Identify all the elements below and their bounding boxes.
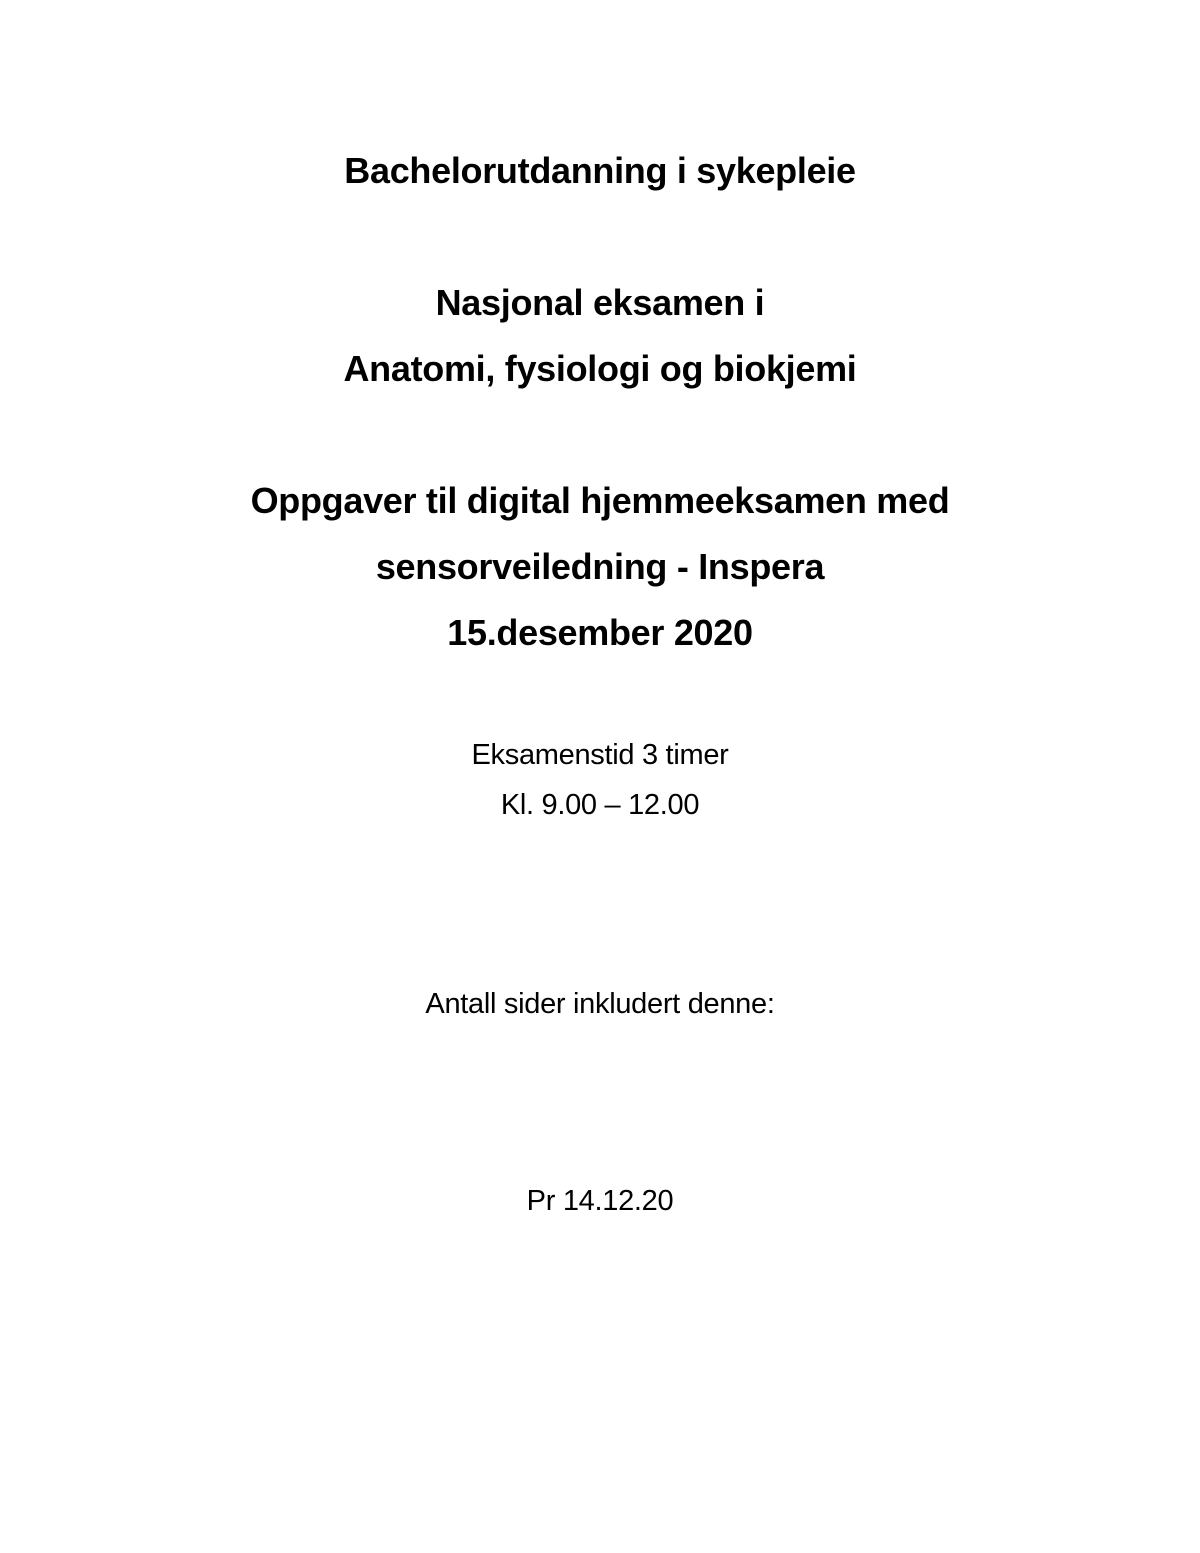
exam-time: Kl. 9.00 – 12.00 <box>500 789 700 821</box>
page-count-label: Antall sider inkludert denne: <box>425 988 775 1020</box>
task-title-line-2: sensorveiledning - Inspera <box>375 546 825 587</box>
exam-duration: Eksamenstid 3 timer <box>471 739 729 771</box>
revision-date: Pr 14.12.20 <box>526 1185 674 1217</box>
exam-title-line-1: Nasjonal eksamen i <box>435 282 765 323</box>
exam-date: 15.desember 2020 <box>447 612 753 653</box>
exam-title-line-2: Anatomi, fysiologi og biokjemi <box>343 348 857 389</box>
task-title-line-1: Oppgaver til digital hjemmeeksamen med <box>250 480 950 521</box>
program-title: Bachelorutdanning i sykepleie <box>344 150 856 191</box>
